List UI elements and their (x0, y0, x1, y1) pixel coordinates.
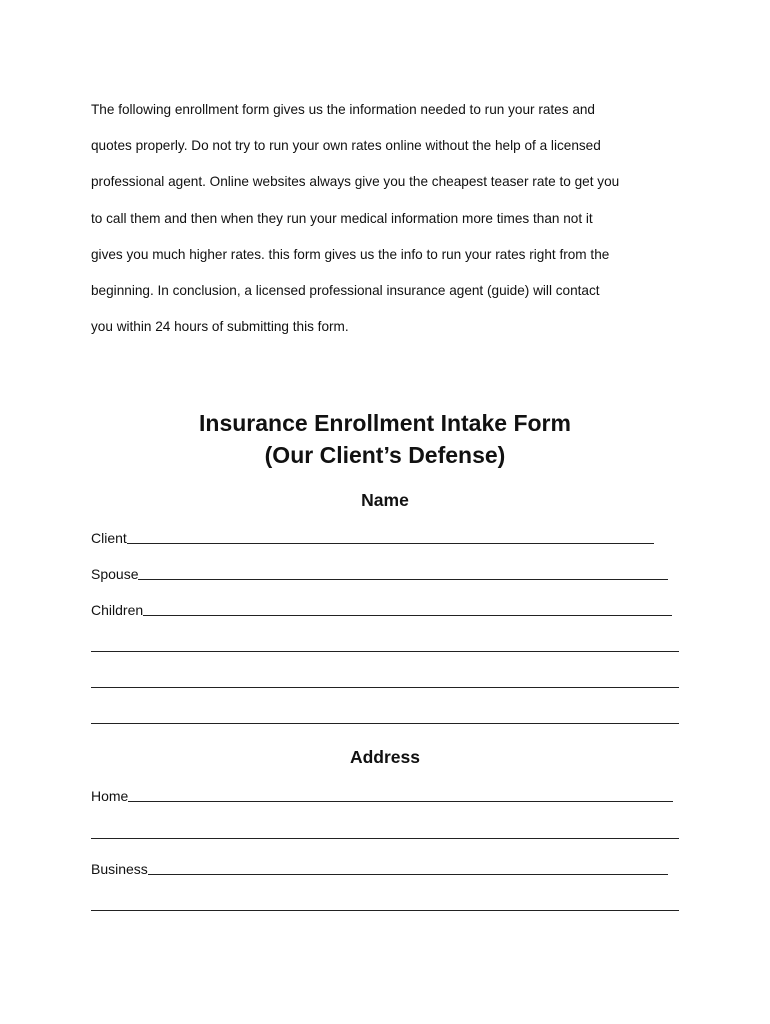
name-section-heading: Name (361, 490, 409, 510)
form-subtitle: (Our Client’s Defense) (264, 442, 506, 468)
client-field (91, 528, 654, 546)
home-address-field (91, 786, 673, 804)
client-blank-line[interactable] (127, 543, 654, 544)
intro-line: you within 24 hours of submitting this form. (91, 319, 349, 335)
intro-paragraph (91, 92, 691, 345)
intro-line: beginning. In conclusion, a licensed professional insurance agent (guide) will contact (91, 283, 600, 299)
children-field (91, 600, 672, 618)
home-label: Home (91, 788, 129, 804)
children-extra-line[interactable] (91, 651, 679, 652)
children-extra-line[interactable] (91, 687, 679, 688)
business-blank-line[interactable] (148, 874, 668, 875)
business-address-field (91, 859, 668, 877)
spouse-label: Spouse (91, 566, 139, 582)
home-blank-line[interactable] (128, 801, 673, 802)
address-section-heading: Address (349, 747, 421, 767)
children-extra-line[interactable] (91, 723, 679, 724)
business-label: Business (91, 861, 148, 877)
business-extra-line[interactable] (91, 910, 679, 911)
intro-line: to call them and then when they run your medical information more times than not it (91, 210, 593, 226)
intro-line: professional agent. Online websites always give you the cheapest teaser rate to get you (91, 174, 620, 190)
client-label: Client (91, 530, 127, 546)
children-blank-line[interactable] (143, 615, 672, 616)
spouse-blank-line[interactable] (138, 579, 668, 580)
home-extra-line[interactable] (91, 838, 679, 839)
intro-line: quotes properly. Do not try to run your own rates online without the help of a licensed (91, 138, 601, 154)
intro-line: The following enrollment form gives us the information needed to run your rates and (91, 102, 595, 117)
spouse-field (91, 564, 668, 582)
children-label: Children (91, 602, 144, 618)
form-title: Insurance Enrollment Intake Form (199, 410, 571, 436)
intro-line: gives you much higher rates. this form gives us the info to run your rates right from the (91, 246, 610, 262)
